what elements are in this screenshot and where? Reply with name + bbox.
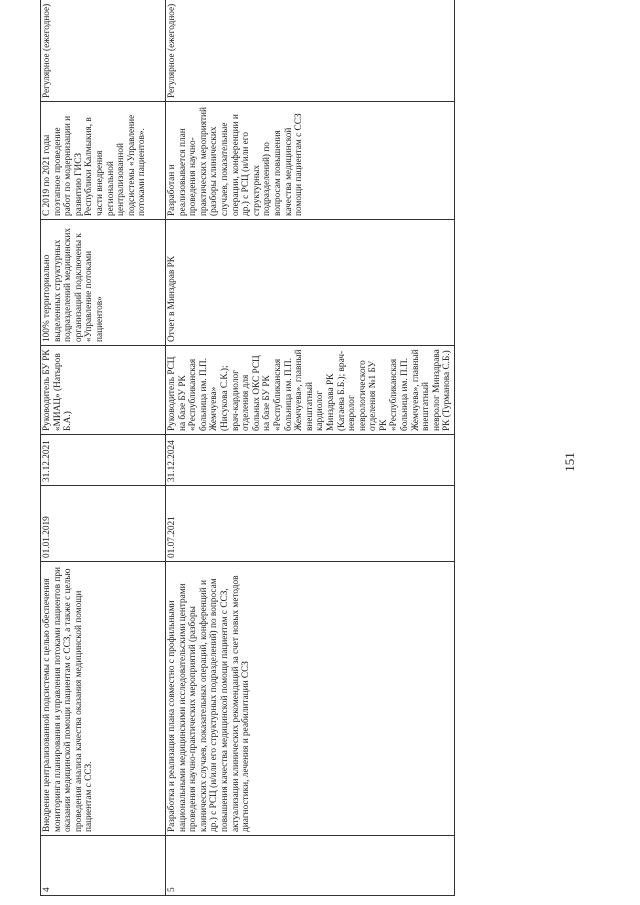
row-number: 5 <box>166 836 455 896</box>
start-date: 01.01.2019 <box>41 486 166 562</box>
responsible: Руководитель БУ РК «МИАЦ» (Натыров Б.А.) <box>41 346 166 435</box>
responsible: Руководитель РСЦ на базе БУ РК «Республиканская больница им. П.П. Жемчуева» (Нисукова С.К.); врач-кардиолог отделения для больных ОКС РСЦ на базе БУ РК «Республиканская больница им. П.П. Жемчуева», главный внештатный кардиолог Минздрава РК (Катаева Б.Б.); врач-невролог неврологического отделения №1 БУ РК «Республиканская больница им. П.П. Жемчуева», главный внештатный невролог Минздрава РК (Турманова С.Б.) <box>166 346 455 435</box>
event-name: Разработка и реализация плана совместно с профильными национальными медицинскими исследовательскими центрами проведения научно-практических мероприятий (разборы клинических случаев, показательных операций, конференций и др.) с РСЦ (и/или его структурных подразделений) по вопросам повышения качества медицинской помощи пациентам с ССЗ, актуализации клинических рекомендаций за счет новых методов диагностики, лечения и реабилитации ССЗ <box>166 562 455 836</box>
end-date: 31.12.2024 <box>166 435 455 486</box>
result: 100% территориально выделенных структурных подразделений медицинских организаций подключены к «Управление потоками пациентов» <box>41 220 166 346</box>
page-number: 151 <box>562 452 577 472</box>
plan-table <box>40 0 455 896</box>
result: Отчет в Минздрав РК <box>166 220 455 346</box>
indicator: С 2019 по 2021 годы поэтапное проведение работ по модернизации и развитию ГИСЗ Республики Калмыкия, в части внедрения региональной централизованной подсистемы «Управление потоками пациентов». <box>41 102 166 220</box>
end-date: 31.12.2021 <box>41 435 166 486</box>
start-date: 01.07.2021 <box>166 486 455 562</box>
indicator: Разработан и реализовывается план проведения научно-практических мероприятий (разборы клинических случаев, показательные операции, конференции и др.) с РСЦ (и/или его структурных подразделений) по вопросам повышения качества медицинской помощи пациентам с ССЗ <box>166 102 455 220</box>
rotated-table-wrapper <box>40 3 453 896</box>
table-row <box>166 0 455 896</box>
event-name: Внедрение централизованной подсистемы с целью обеспечения мониторинга планирования и управления потоками пациентов при оказании медицинской помощи пациентам с ССЗ, а также с целью проведения анализа качества оказания медицинской помощи пациентам с ССЗ. <box>41 562 166 836</box>
table-row <box>41 0 166 896</box>
frequency: Регулярное (ежегодное) <box>41 0 166 102</box>
row-number: 4 <box>41 836 166 896</box>
frequency: Регулярное (ежегодное) <box>166 0 455 102</box>
